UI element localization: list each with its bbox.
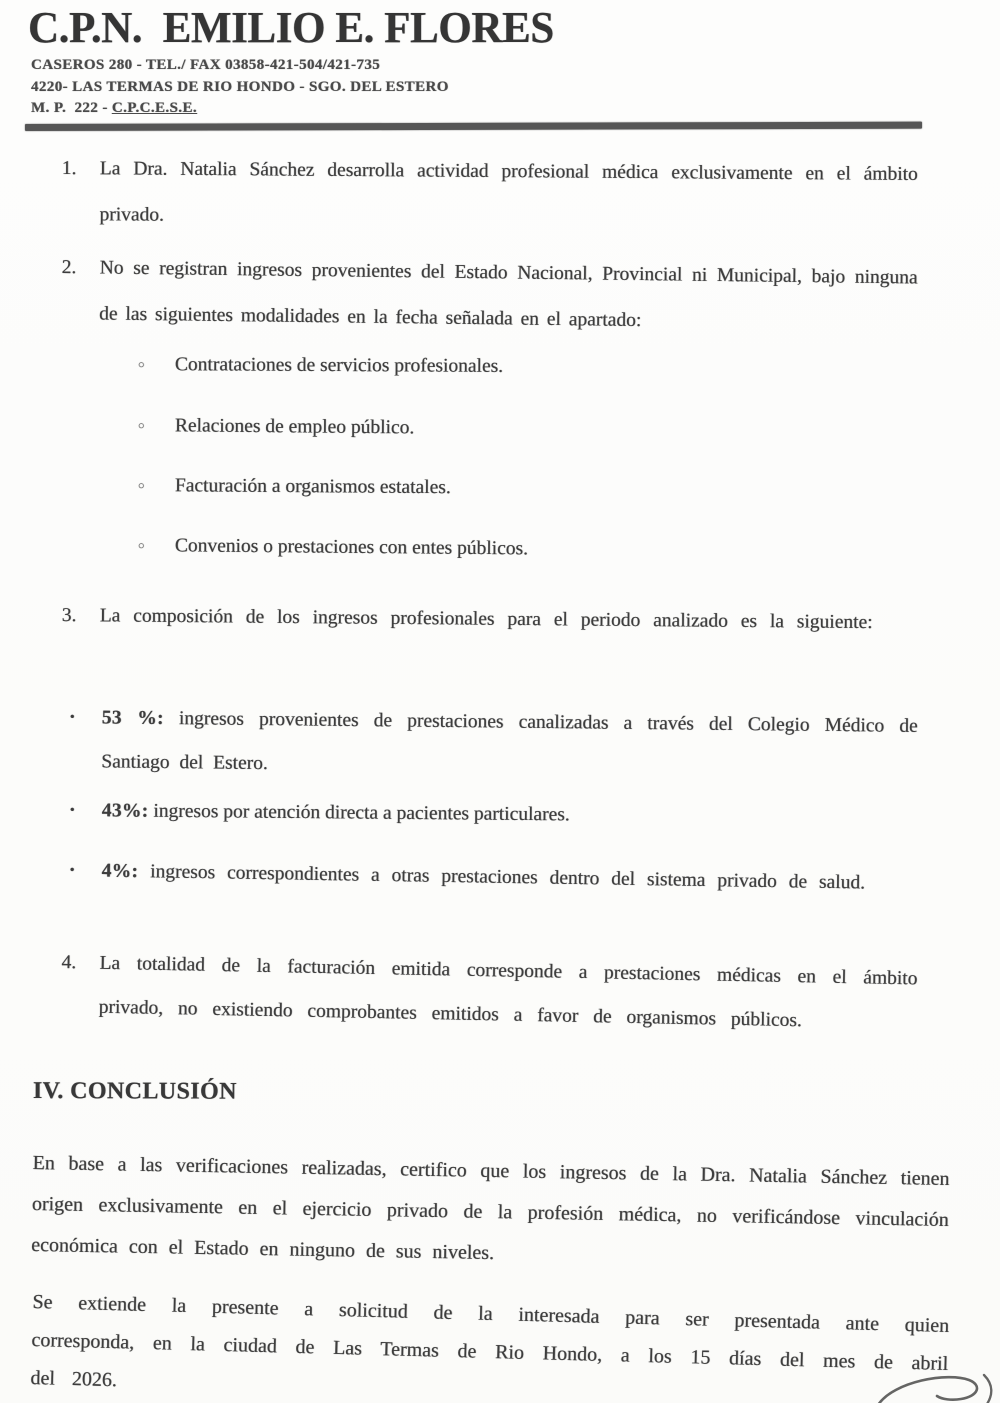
circle-bullet-icon: ○: [137, 419, 145, 433]
conclusion-paragraph-2: Se extiende la presente a solicitud de la interesada para ser presentada ante quien corresponda, en la ciudad de Las Termas de Rio Hondo, a los 15 días del mes de abril del 2026.: [30, 1290, 950, 1392]
conclusion-heading: IV. CONCLUSIÓN: [32, 1078, 237, 1105]
bullet-text: Contrataciones de servicios profesionales.: [174, 354, 504, 377]
disc-bullet-icon: •: [69, 863, 75, 879]
registration-number: M. P. 222 -: [31, 100, 112, 116]
numbered-item-3: [62, 592, 918, 647]
numbered-item-2: [61, 245, 918, 347]
modality-bullet-1: [138, 354, 503, 378]
income-percent: 4%:: [101, 860, 139, 883]
modality-bullet-2: [138, 415, 415, 439]
circle-bullet-icon: ○: [137, 539, 145, 553]
income-text: ingresos correspondientes a otras prestaciones dentro del sistema privado de salud.: [150, 861, 866, 894]
circle-bullet-icon: ○: [137, 479, 145, 493]
disc-bullet-icon: •: [69, 710, 75, 726]
item-number: 1.: [61, 157, 77, 180]
circle-bullet-icon: ○: [137, 358, 145, 372]
income-bullet-4: [67, 849, 918, 906]
item-number: 4.: [61, 951, 77, 974]
letterhead-city: 4220- LAS TERMAS DE RIO HONDO - SGO. DEL ESTERO: [31, 79, 449, 95]
item-number: 3.: [61, 604, 77, 627]
income-percent: 43%:: [101, 800, 149, 822]
bullet-text: Facturación a organismos estatales.: [174, 475, 451, 499]
income-bullet-43: [68, 789, 918, 840]
signature-stroke: [872, 1367, 1000, 1403]
header-rule: [25, 122, 922, 131]
item-text: La composición de los ingresos profesionales para el periodo analizado es la siguiente:: [99, 605, 873, 634]
modality-bullet-4: [138, 535, 528, 560]
income-text: ingresos provenientes de prestaciones canalizadas a través del Colegio Médico de Santiago del Estero.: [101, 708, 918, 775]
item-number: 2.: [61, 256, 77, 279]
numbered-item-4: [60, 941, 918, 1045]
letterhead-name: C.P.N. EMILIO E. FLORES: [28, 3, 554, 52]
conclusion-paragraph-1: En base a las verificaciones realizadas, certifico que los ingresos de la Dra. Natalia Sánchez tienen origen exclusivamente en el ejercicio privado de la profesión médica, no verificándose vinculación económica con el Estado en ninguno de sus niveles.: [31, 1151, 950, 1265]
bullet-text: Relaciones de empleo público.: [174, 415, 415, 439]
letterhead-registration: [31, 100, 197, 117]
letterhead-address: CASEROS 280 - TEL./ FAX 03858-421-504/421-735: [31, 57, 381, 73]
registration-entity: C.P.C.E.S.E.: [111, 100, 197, 116]
bullet-text: Convenios o prestaciones con entes públicos.: [174, 535, 529, 560]
numbered-item-1: [61, 146, 918, 244]
income-percent: 53 %:: [101, 707, 164, 730]
disc-bullet-icon: •: [69, 803, 75, 819]
income-text: ingresos por atención directa a pacientes particulares.: [153, 800, 570, 826]
income-bullet-53: [67, 696, 918, 793]
modality-bullet-3: [138, 475, 451, 499]
item-text: La totalidad de la facturación emitida corresponde a prestaciones médicas en el ámbito privado, no existiendo comprobantes emitidos a favor de organismos públicos.: [98, 952, 918, 1032]
item-text: La Dra. Natalia Sánchez desarrolla actividad profesional médica exclusivamente en el ámbito privado.: [99, 158, 918, 226]
item-text: No se registran ingresos provenientes del Estado Nacional, Provincial ni Municipal, bajo ninguna de las siguientes modalidades en la fecha señalada en el apartado:: [99, 257, 918, 332]
